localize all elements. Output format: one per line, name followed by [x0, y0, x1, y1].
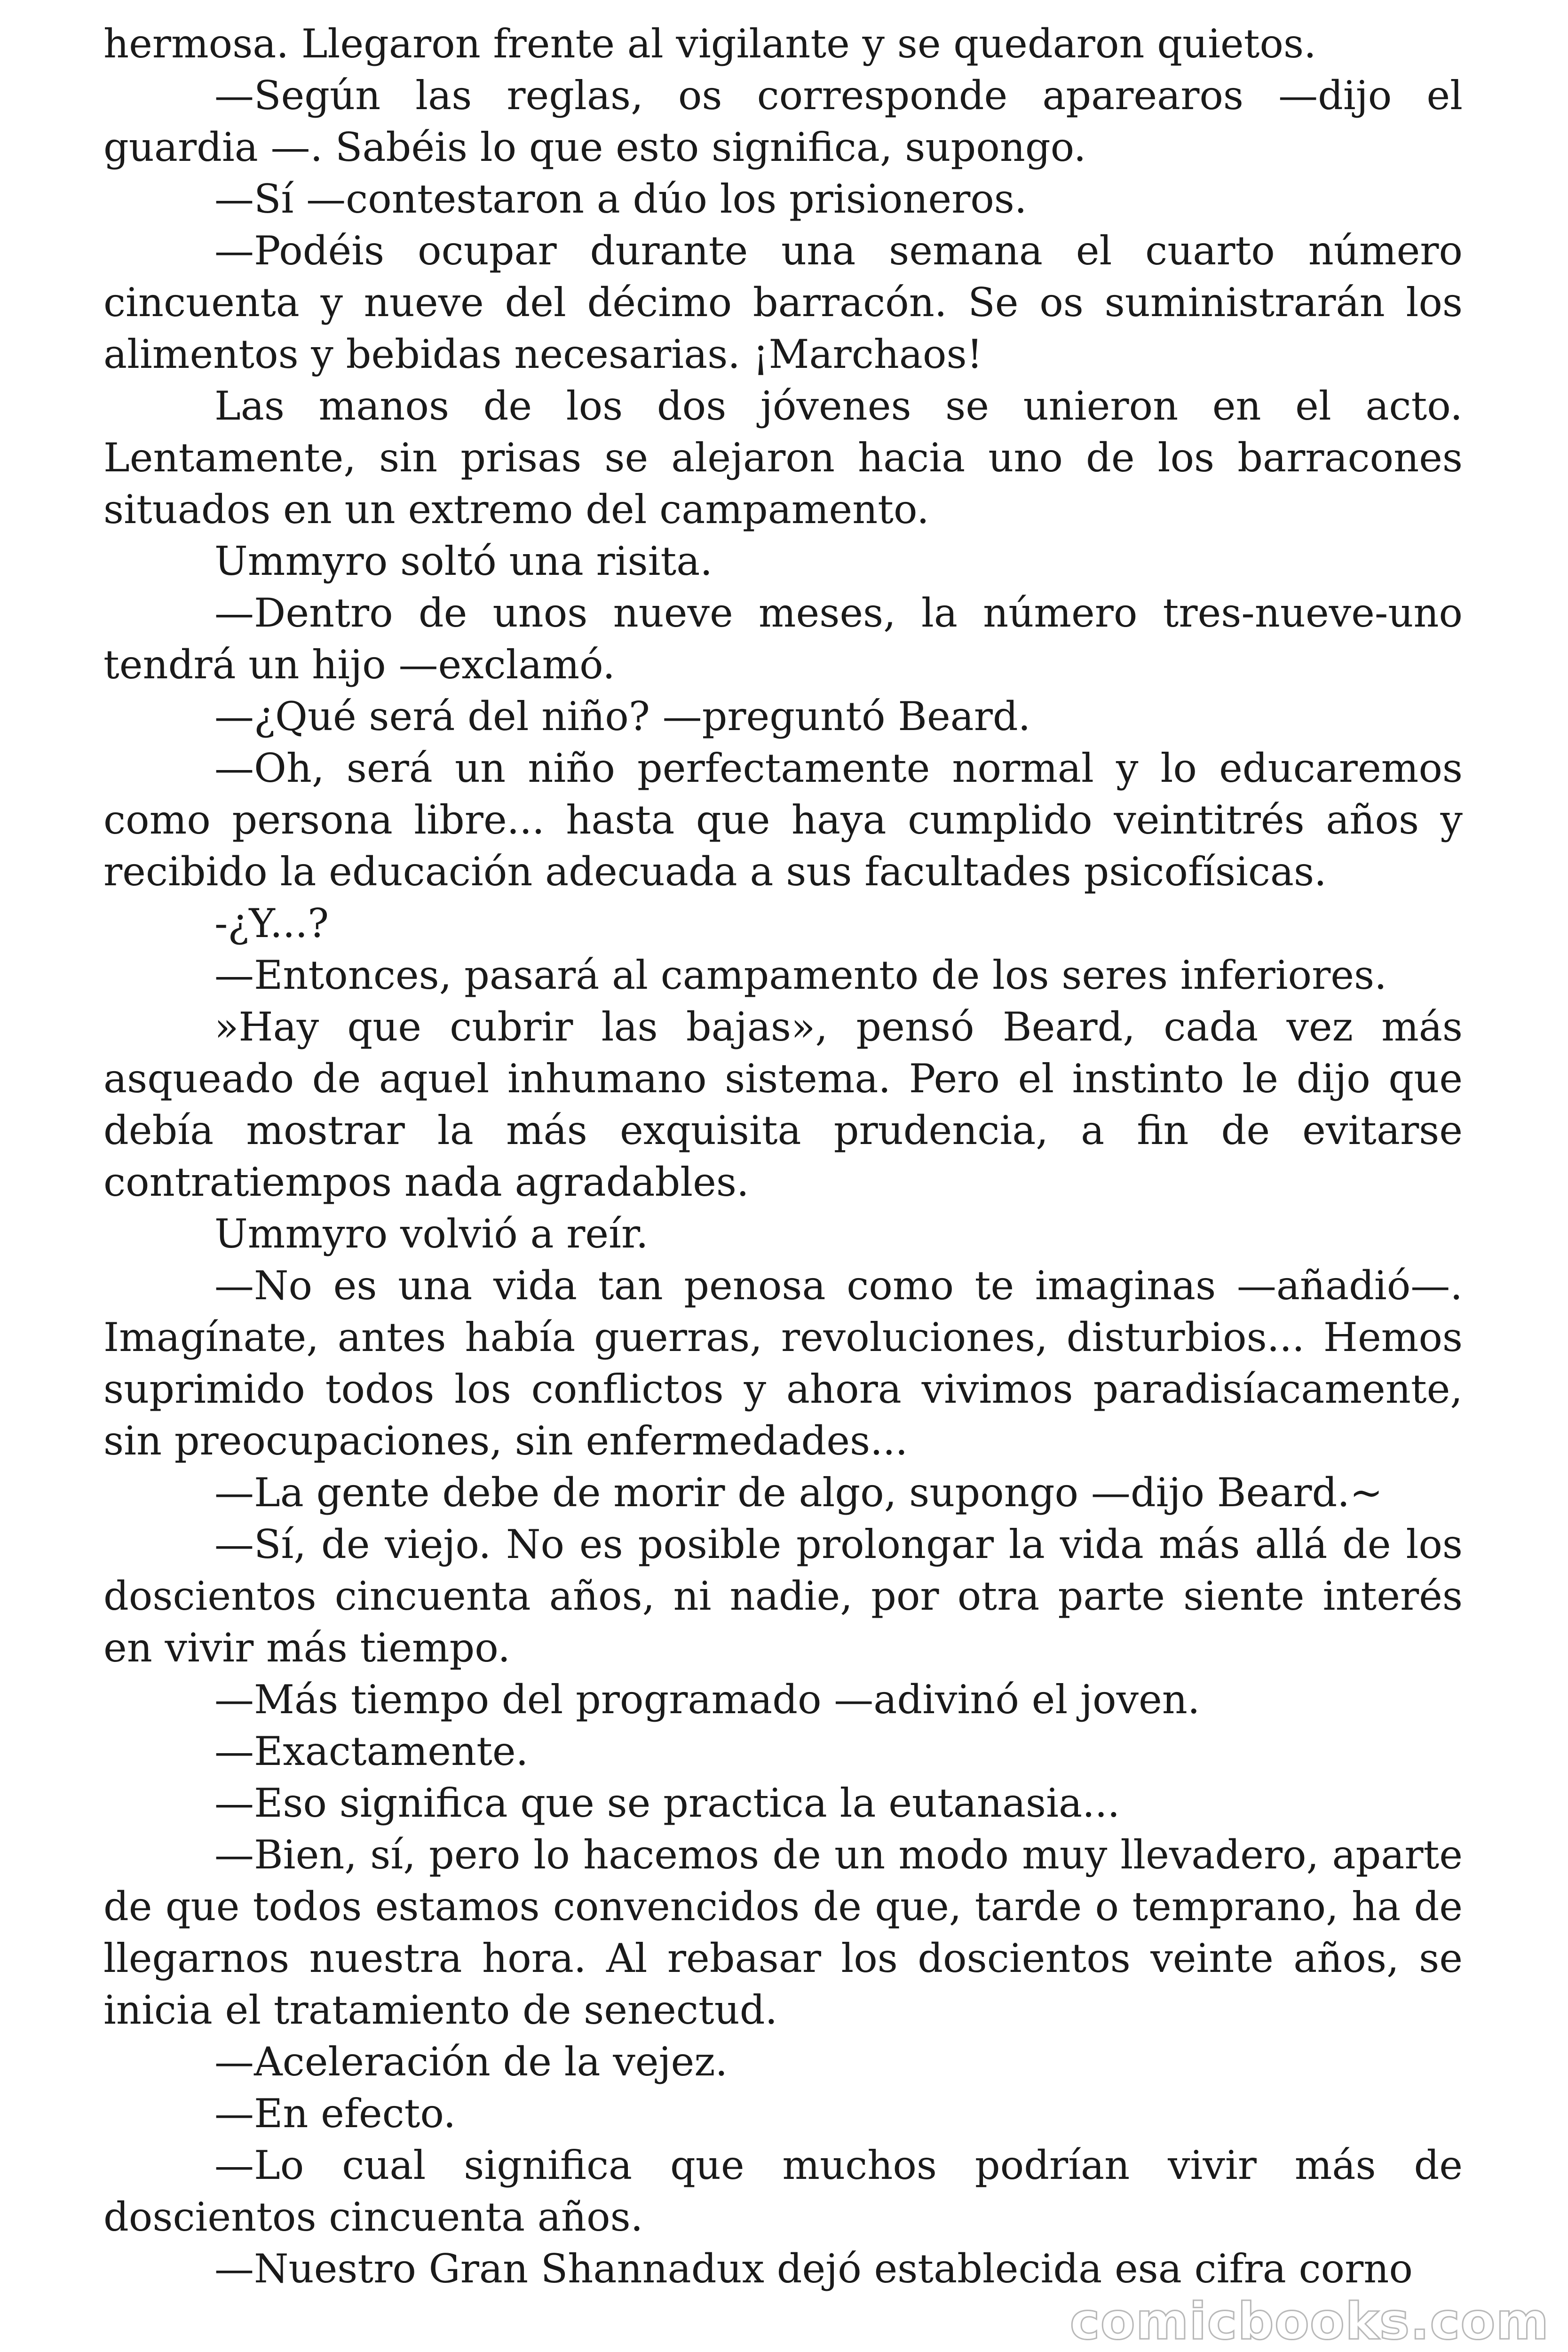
paragraph-24: —Nuestro Gran Shannadux dejó establecida esa cifra corno — [214, 2246, 1413, 2292]
paragraph-3: —Sí —contestaron a dúo los prisioneros. — [214, 176, 1027, 222]
paragraph-14: —No es una vida tan penosa como te imaginas —añadió—. Imagínate, antes había guerras, revoluciones, disturbios... Hemos suprimido todos los conflictos y ahora vivimos paradisíacamente, sin preocupaciones, sin enfermedades... — [103, 1263, 1463, 1464]
paragraph-10: -¿Y...? — [214, 900, 329, 946]
paragraph-11: —Entonces, pasará al campamento de los seres inferiores. — [214, 952, 1387, 998]
paragraph-2: —Según las reglas, os corresponde aparearos —dijo el guardia —. Sabéis lo que esto significa, supongo. — [103, 72, 1463, 170]
paragraph-1: hermosa. Llegaron frente al vigilante y se quedaron quietos. — [103, 21, 1316, 67]
paragraph-9: —Oh, será un niño perfectamente normal y lo educaremos como persona libre... hasta que haya cumplido veintitrés años y recibido la educación adecuada a sus facultades psicofísicas. — [103, 745, 1463, 895]
paragraph-6: Ummyro soltó una risita. — [214, 538, 713, 584]
paragraph-20: —Bien, sí, pero lo hacemos de un modo muy llevadero, aparte de que todos estamos convencidos de que, tarde o temprano, ha de llegarnos nuestra hora. Al rebasar los doscientos veinte años, se inicia el tratamiento de senectud. — [103, 1832, 1463, 2033]
paragraph-21: —Aceleración de la vejez. — [214, 2039, 728, 2085]
paragraph-5: Las manos de los dos jóvenes se unieron en el acto. Lentamente, sin prisas se alejaron hacia uno de los barracones situados en un extremo del campamento. — [103, 383, 1463, 532]
paragraph-13: Ummyro volvió a reír. — [214, 1211, 649, 1257]
watermark: comicbooks.com — [1069, 2292, 1549, 2351]
paragraph-7: —Dentro de unos nueve meses, la número tres-nueve-uno tendrá un hijo —exclamó. — [103, 590, 1463, 688]
paragraph-16: —Sí, de viejo. No es posible prolongar la vida más allá de los doscientos cincuenta años, ni nadie, por otra parte siente interés en vivir más tiempo. — [103, 1521, 1463, 1671]
page-text — [103, 18, 1463, 2295]
paragraph-19: —Eso significa que se practica la eutanasia... — [214, 1780, 1120, 1826]
paragraph-22: —En efecto. — [214, 2090, 456, 2137]
paragraph-15: —La gente debe de morir de algo, supongo —dijo Beard.~ — [214, 1470, 1383, 1516]
paragraph-23: —Lo cual significa que muchos podrían vivir más de doscientos cincuenta años. — [103, 2142, 1463, 2240]
paragraph-12: »Hay que cubrir las bajas», pensó Beard, cada vez más asqueado de aquel inhumano sistema. Pero el instinto le dijo que debía mostrar la más exquisita prudencia, a fin de evitarse contratiempos nada agradables. — [103, 1004, 1463, 1205]
paragraph-17: —Más tiempo del programado —adivinó el joven. — [214, 1677, 1200, 1723]
paragraph-8: —¿Qué será del niño? —preguntó Beard. — [214, 693, 1031, 739]
paragraph-4: —Podéis ocupar durante una semana el cuarto número cincuenta y nueve del décimo barracón. Se os suministrarán los alimentos y bebidas necesarias. ¡Marchaos! — [103, 228, 1463, 377]
paragraph-18: —Exactamente. — [214, 1728, 529, 1774]
